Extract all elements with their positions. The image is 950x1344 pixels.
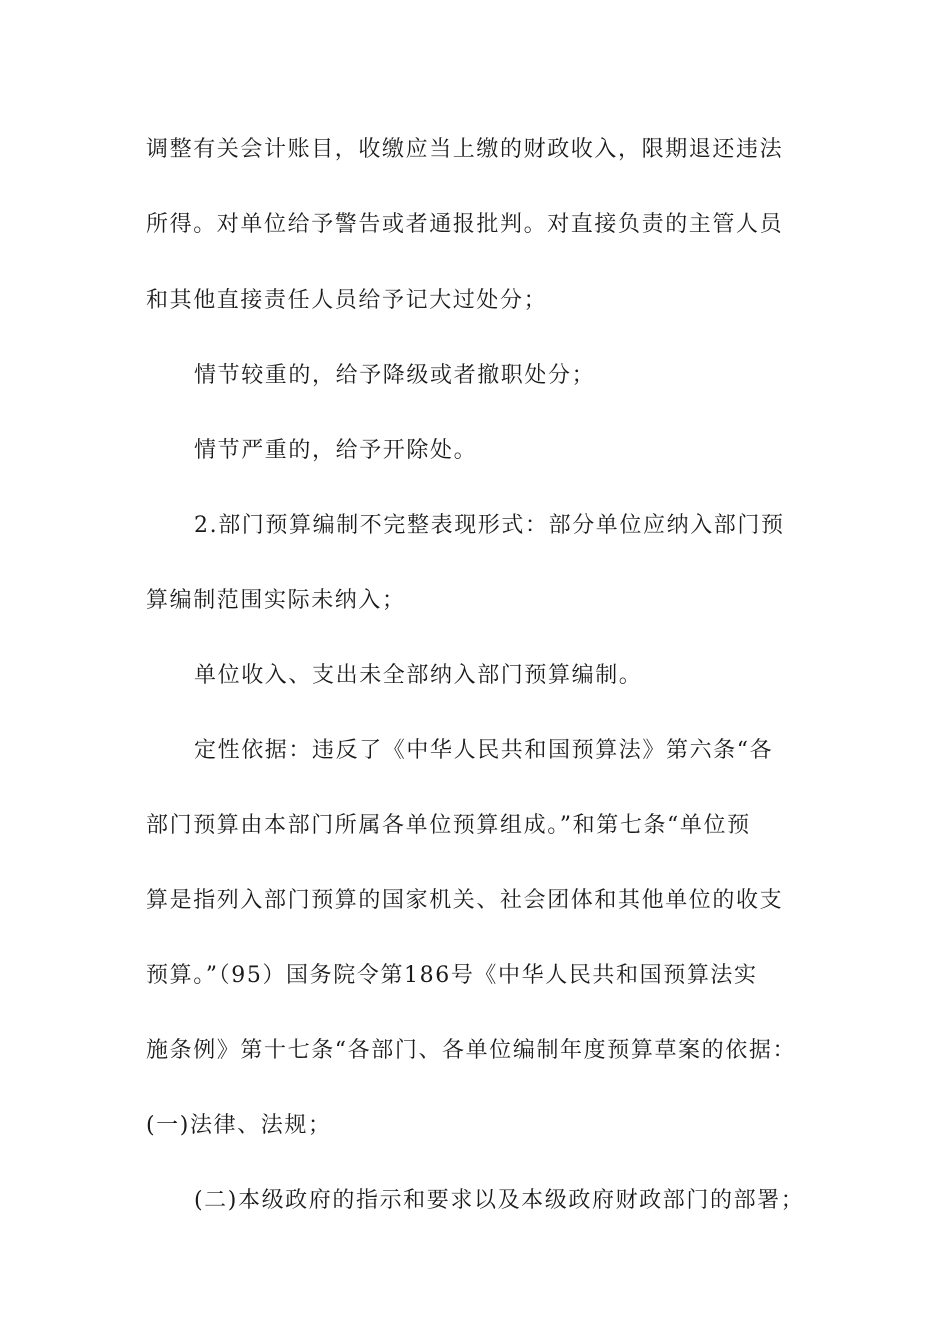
text-line: 调整有关会计账目，收缴应当上缴的财政收入，限期退还违法 (146, 137, 784, 162)
text-line: 定性依据：违反了《中华人民共和国预算法》第六条“各 (194, 738, 774, 763)
text-line: 和其他直接责任人员给予记大过处分； (146, 288, 548, 313)
text-line: 所得。对单位给予警告或者通报批判。对直接负责的主管人员 (146, 212, 784, 237)
text-line: (二)本级政府的指示和要求以及本级政府财政部门的部署； (194, 1188, 805, 1213)
text-line: 2.部门预算编制不完整表现形式：部分单位应纳入部门预 (194, 513, 785, 538)
text-line: 情节严重的，给予开除处。 (194, 438, 478, 463)
text-line: 算编制范围实际未纳入； (146, 588, 406, 613)
text-line: 施条例》第十七条“各部门、各单位编制年度预算草案的依据： (146, 1038, 797, 1063)
text-line: 部门预算由本部门所属各单位预算组成。”和第七条“单位预 (146, 813, 751, 838)
text-line: 情节较重的，给予降级或者撤职处分； (194, 363, 596, 388)
text-line: 算是指列入部门预算的国家机关、社会团体和其他单位的收支 (146, 888, 784, 913)
text-line: 单位收入、支出未全部纳入部门预算编制。 (194, 663, 643, 688)
text-line: (一)法律、法规； (146, 1113, 332, 1138)
text-line: 预算。”（95）国务院令第186号《中华人民共和国预算法实 (146, 963, 758, 988)
